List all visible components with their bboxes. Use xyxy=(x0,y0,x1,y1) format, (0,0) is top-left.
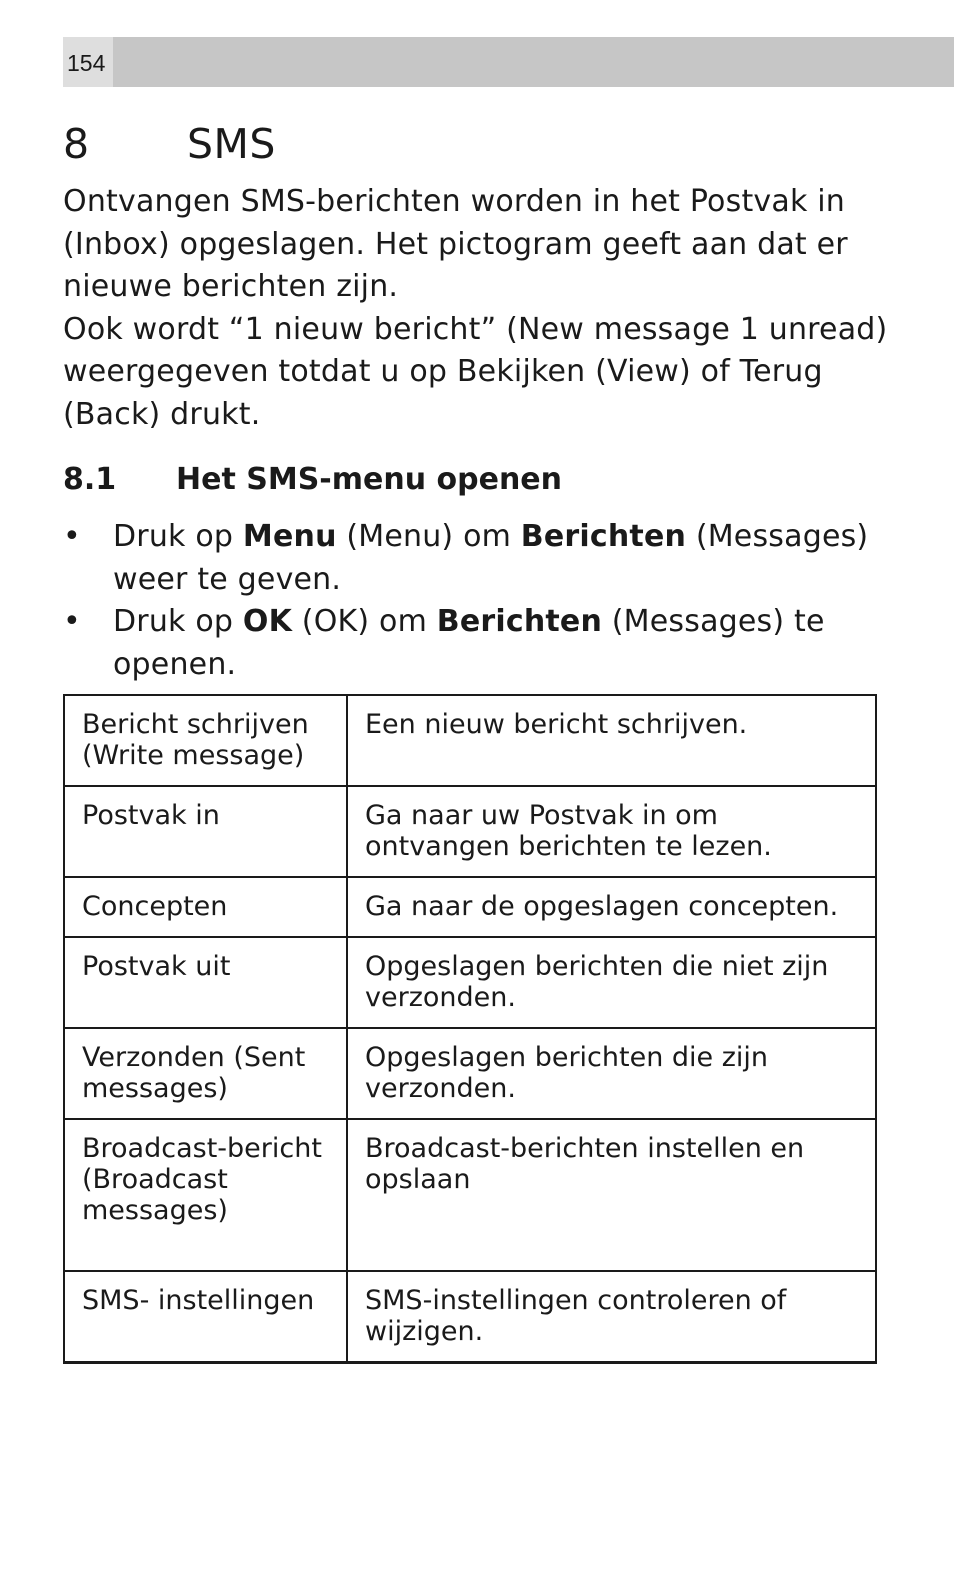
menu-item-cell: Broadcast-bericht (Broadcast messages) xyxy=(64,1119,347,1271)
section-heading xyxy=(63,459,562,501)
description-cell: Ga naar de opgeslagen concepten. xyxy=(347,877,876,937)
section-title: Het SMS-menu openen xyxy=(176,462,563,497)
list-item-text: Druk op xyxy=(113,519,243,554)
bullet-glyph: • xyxy=(63,519,81,554)
chapter-title: SMS xyxy=(187,120,276,168)
description-cell: Opgeslagen berichten die zijn verzonden. xyxy=(347,1028,876,1119)
menu-key-text: Menu xyxy=(242,519,337,554)
sms-menu-table xyxy=(63,694,877,1364)
description-cell: Broadcast-berichten instellen en opslaan xyxy=(347,1119,876,1271)
menu-item-cell: Verzonden (Sent messages) xyxy=(64,1028,347,1119)
table-row xyxy=(64,877,876,937)
table-row xyxy=(64,1119,876,1271)
table-row xyxy=(64,786,876,877)
instruction-list xyxy=(63,516,903,686)
page-number: 154 xyxy=(67,50,106,76)
description-cell: Een nieuw bericht schrijven. xyxy=(347,695,876,786)
menu-item-cell: SMS- instellingen xyxy=(64,1271,347,1363)
list-item xyxy=(63,516,903,601)
page-number-box xyxy=(63,37,113,87)
list-item-text: Druk op xyxy=(113,604,243,639)
menu-item-cell: Concepten xyxy=(64,877,347,937)
list-item-text: (Menu) om xyxy=(336,519,521,554)
table-row xyxy=(64,695,876,786)
section-number: 8.1 xyxy=(63,462,117,497)
table-row xyxy=(64,937,876,1028)
description-cell: Ga naar uw Postvak in om ontvangen berichten te lezen. xyxy=(347,786,876,877)
ok-key-text: OK xyxy=(242,604,293,639)
list-item-text: (Messages) te openen. xyxy=(113,604,825,682)
description-cell: SMS-instellingen controleren of wijzigen. xyxy=(347,1271,876,1363)
chapter-number: 8 xyxy=(63,120,90,168)
description-cell: Opgeslagen berichten die niet zijn verzonden. xyxy=(347,937,876,1028)
menu-name-text: Berichten xyxy=(436,604,603,639)
list-item-text: (Messages) weer te geven. xyxy=(113,519,869,597)
chapter-heading xyxy=(63,119,276,169)
menu-name-text: Berichten xyxy=(520,519,687,554)
intro-paragraph-2: Ook wordt “1 nieuw bericht” (New message 1 unread) weergegeven totdat u op Bekijken (View) of Terug (Back) drukt. xyxy=(63,311,888,432)
list-item-text: (OK) om xyxy=(292,604,437,639)
menu-item-cell: Postvak uit xyxy=(64,937,347,1028)
page-header-bar xyxy=(63,37,954,87)
menu-item-cell: Postvak in xyxy=(64,786,347,877)
table-row xyxy=(64,1271,876,1363)
table-row xyxy=(64,1028,876,1119)
intro-text xyxy=(63,181,893,436)
list-item xyxy=(63,601,903,686)
bullet-glyph: • xyxy=(63,604,81,639)
intro-paragraph-1: Ontvangen SMS-berichten worden in het Postvak in (Inbox) opgeslagen. Het pictogram geeft aan dat er nieuwe berichten zijn. xyxy=(63,184,848,304)
menu-item-cell: Bericht schrijven (Write message) xyxy=(64,695,347,786)
